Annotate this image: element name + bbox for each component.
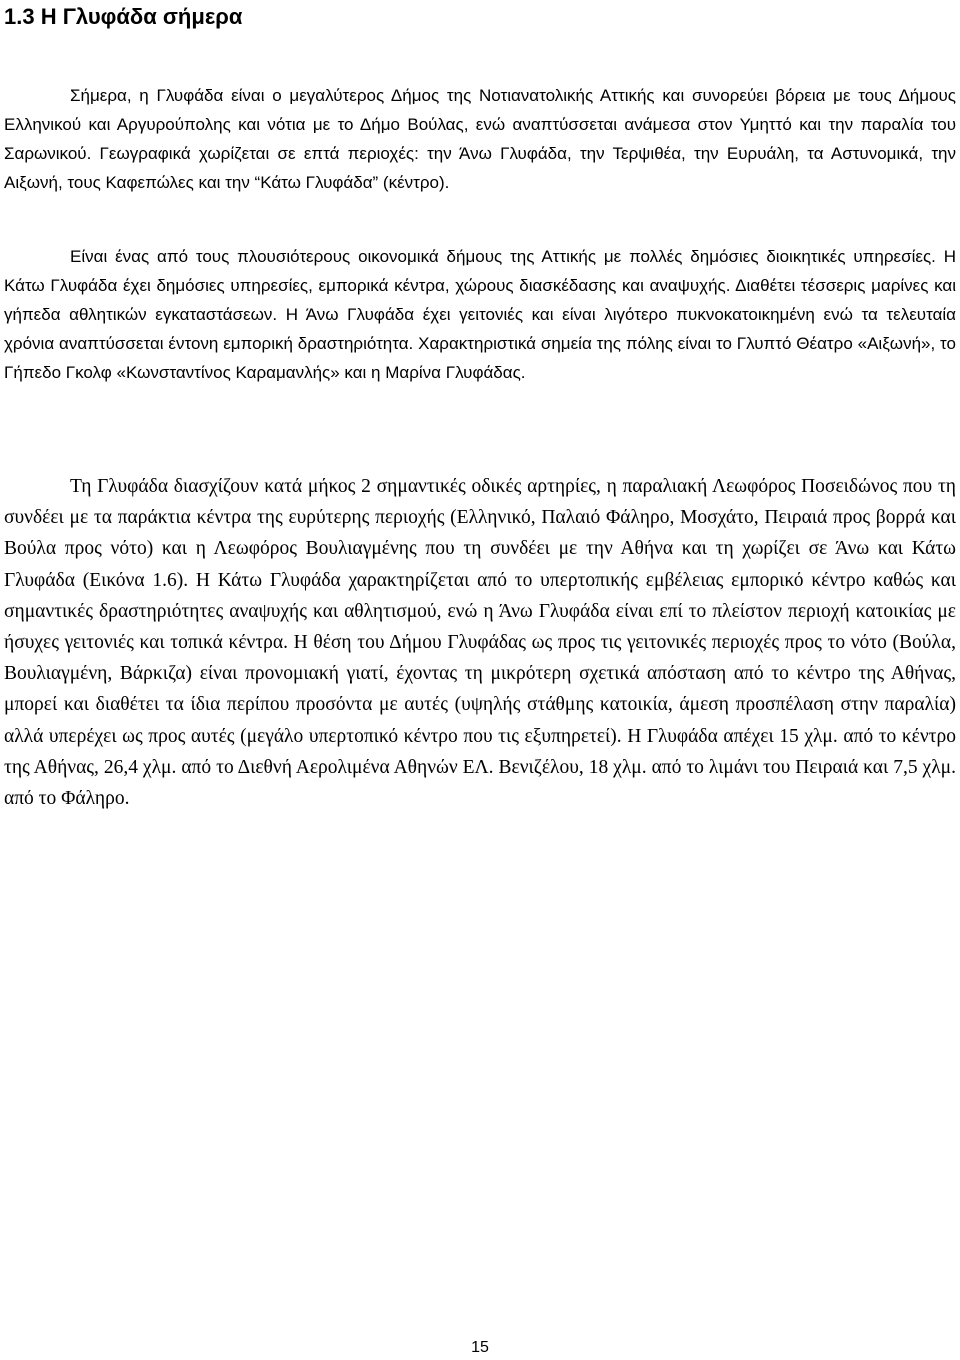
paragraph-intro: Σήμερα, η Γλυφάδα είναι ο μεγαλύτερος Δήμος της Νοτιανατολικής Αττικής και συνορεύει βόρεια με τους Δήμους Ελληνικού και Αργυρούπολης και νότια με το Δήμο Βούλας, ενώ αναπτύσσεται ανάμεσα στον Υμηττό και την παραλία του Σαρωνικού. Γεωγραφικά χωρίζεται σε επτά περιοχές: την Άνω Γλυφάδα, την Τερψιθέα, την Ευρυάλη, τα Αστυνομικά, την Αιξωνή, τους Καφεπώλες και την “Κάτω Γλυφάδα” (κέντρο).	[4, 86, 956, 192]
page-number: 15	[471, 1339, 489, 1356]
paragraph-economy: Είναι ένας από τους πλουσιότερους οικονομικά δήμους της Αττικής με πολλές δημόσιες διοικητικές υπηρεσίες. Η Κάτω Γλυφάδα έχει δημόσιες υπηρεσίες, εμπορικά κέντρα, χώρους διασκέδασης και αναψυχής. Διαθέτει τέσσερις μαρίνες και γήπεδα αθλητικών εγκαταστάσεων. Η Άνω Γλυφάδα έχει γειτονιές και είναι λιγότερο πυκνοκατοικημένη ενώ τα τελευταία χρόνια αναπτύσσεται έντονη εμπορική δραστηριότητα. Χαρακτηριστικά σημεία της πόλης είναι το Γλυπτό Θέατρο «Αιξωνή», το Γήπεδο Γκολφ «Κωνσταντίνος Καραμανλής» και η Μαρίνα Γλυφάδας.	[4, 247, 956, 382]
section-heading: 1.3 Η Γλυφάδα σήμερα	[4, 4, 243, 29]
paragraph-roads-location: Τη Γλυφάδα διασχίζουν κατά μήκος 2 σημαντικές οδικές αρτηρίες, η παραλιακή Λεωφόρος Ποσειδώνος που τη συνδέει με τα παράκτια κέντρα της ευρύτερης περιοχής (Ελληνικό, Παλαιό Φάληρο, Μοσχάτο, Πειραιά προς βορρά και Βούλα προς νότο) και η Λεωφόρος Βουλιαγμένης που τη συνδέει με την Αθήνα και τη χωρίζει σε Άνω και Κάτω Γλυφάδα (Εικόνα 1.6). Η Κάτω Γλυφάδα χαρακτηρίζεται από το υπερτοπικής εμβέλειας εμπορικό κέντρο καθώς και σημαντικές δραστηριότητες αναψυχής και αθλητισμού, ενώ η Άνω Γλυφάδα είναι επί το πλείστον περιοχή κατοικίας με ήσυχες γειτονιές και τοπικά κέντρα. Η θέση του Δήμου Γλυφάδας ως προς τις γειτονικές περιοχές προς το νότο (Βούλα, Βουλιαγμένη, Βάρκιζα) είναι προνομιακή γιατί, έχοντας τη μικρότερη σχετικά απόσταση από το κέντρο της Αθήνας, μπορεί και διαθέτει τα ίδια περίπου προσόντα με αυτές (υψηλής στάθμης κατοικία, άμεση προσπέλαση στην παραλία) αλλά υπερέχει ως προς αυτές (μεγάλο υπερτοπικό κέντρο που τις εξυπηρετεί). Η Γλυφάδα απέχει 15 χλμ. από το κέντρο της Αθήνας, 26,4 χλμ. από το Διεθνή Αερολιμένα Αθηνών ΕΛ. Βενιζέλου, 18 χλμ. από το λιμάνι του Πειραιά και 7,5 χλμ. από το Φάληρο.	[4, 476, 956, 810]
